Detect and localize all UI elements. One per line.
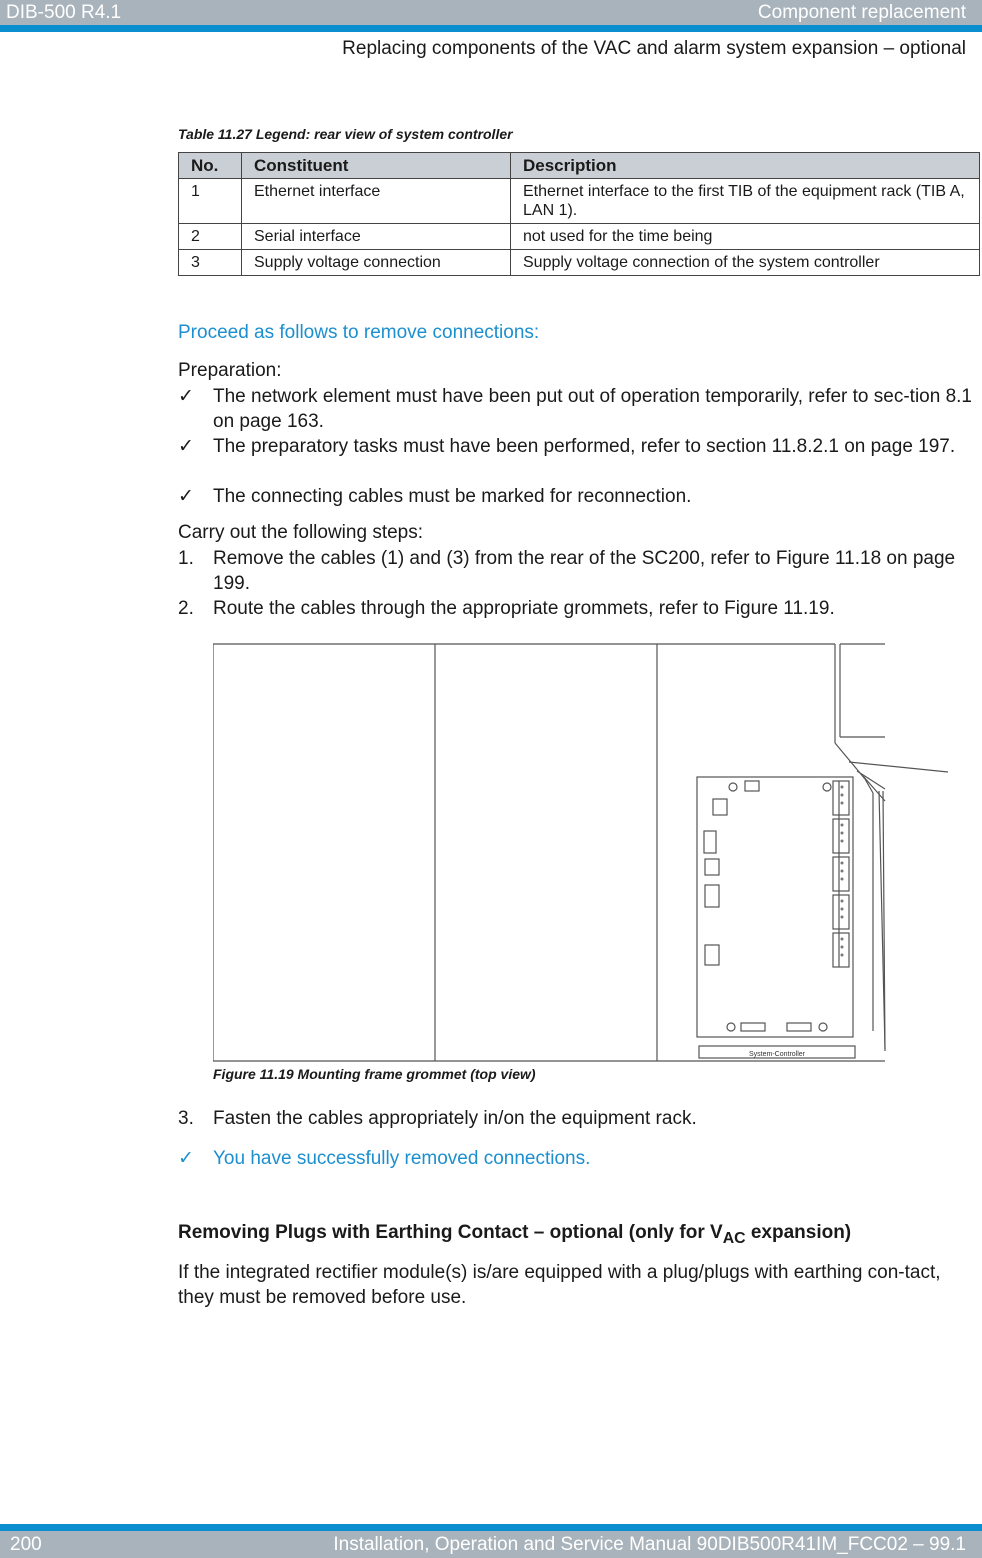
- procedure-heading: Proceed as follows to remove connections:: [178, 322, 540, 343]
- table-row: [179, 224, 980, 250]
- table-cell: Supply voltage connection of the system controller: [511, 250, 980, 276]
- result-text: You have successfully removed connections.: [213, 1148, 591, 1169]
- section-heading-subscript: AC: [722, 1229, 746, 1247]
- page-number: 200: [10, 1534, 42, 1555]
- preparation-text: The connecting cables must be marked for reconnection.: [213, 486, 692, 507]
- column-header: Description: [511, 153, 980, 179]
- figure-caption: Figure 11.19 Mounting frame grommet (top view): [213, 1066, 536, 1082]
- section-heading-text: Removing Plugs with Earthing Contact – optional (only for V: [178, 1222, 723, 1243]
- step-text: Fasten the cables appropriately in/on the equipment rack.: [213, 1108, 697, 1129]
- table-cell: 2: [179, 224, 242, 250]
- table-row: [179, 250, 980, 276]
- step-text: Route the cables through the appropriate grommets, refer to Figure 11.19.: [213, 598, 835, 619]
- column-header: No.: [179, 153, 242, 179]
- header-accent-line: [0, 25, 982, 32]
- preparation-text: The network element must have been put out of operation temporarily, refer to sec-tion 8.1 on page 163.: [213, 386, 972, 432]
- step-number: 3.: [178, 1108, 194, 1129]
- preparation-label: Preparation:: [178, 360, 282, 381]
- preparation-text: The preparatory tasks must have been performed, refer to section 11.8.2.1 on page 197.: [213, 436, 956, 457]
- table-cell: Supply voltage connection: [242, 250, 511, 276]
- table-row: [179, 179, 980, 224]
- header-subtitle: Replacing components of the VAC and alarm system expansion – optional: [342, 38, 966, 59]
- footer-accent-line: [0, 1524, 982, 1531]
- section-heading: [178, 1222, 851, 1248]
- table-header-row: [179, 153, 980, 179]
- header-bar: [0, 0, 982, 25]
- footer-bar: [0, 1531, 982, 1558]
- header-chapter: Component replacement: [757, 2, 966, 23]
- footer-title: Installation, Operation and Service Manual 90DIB500R41IM_FCC02 – 99.1: [333, 1534, 966, 1555]
- table-cell: Serial interface: [242, 224, 511, 250]
- mounting-frame-drawing: [213, 641, 948, 1063]
- steps-label: Carry out the following steps:: [178, 522, 424, 543]
- check-icon: ✓: [178, 486, 194, 507]
- header-doc-id: DIB-500 R4.1: [6, 2, 122, 23]
- table-cell: 3: [179, 250, 242, 276]
- table-cell: Ethernet interface: [242, 179, 511, 224]
- legend-table: [178, 152, 980, 276]
- step-number: 1.: [178, 548, 194, 569]
- column-header: Constituent: [242, 153, 511, 179]
- check-icon: ✓: [178, 1148, 194, 1169]
- figure-label: System-Controller: [748, 1051, 806, 1058]
- mounting-frame-figure: [213, 641, 948, 1063]
- table-cell: 1: [179, 179, 242, 224]
- table-caption: Table 11.27 Legend: rear view of system controller: [178, 126, 513, 142]
- section-body: If the integrated rectifier module(s) is/are equipped with a plug/plugs with earthing con-tact, they must be removed before use.: [178, 1262, 941, 1308]
- step-text: Remove the cables (1) and (3) from the rear of the SC200, refer to Figure 11.18 on page 199.: [213, 548, 956, 594]
- check-icon: ✓: [178, 386, 194, 407]
- table-cell: Ethernet interface to the first TIB of the equipment rack (TIB A, LAN 1).: [511, 179, 980, 224]
- check-icon: ✓: [178, 436, 194, 457]
- section-heading-suffix: expansion): [745, 1222, 852, 1243]
- table-cell: not used for the time being: [511, 224, 980, 250]
- step-number: 2.: [178, 598, 194, 619]
